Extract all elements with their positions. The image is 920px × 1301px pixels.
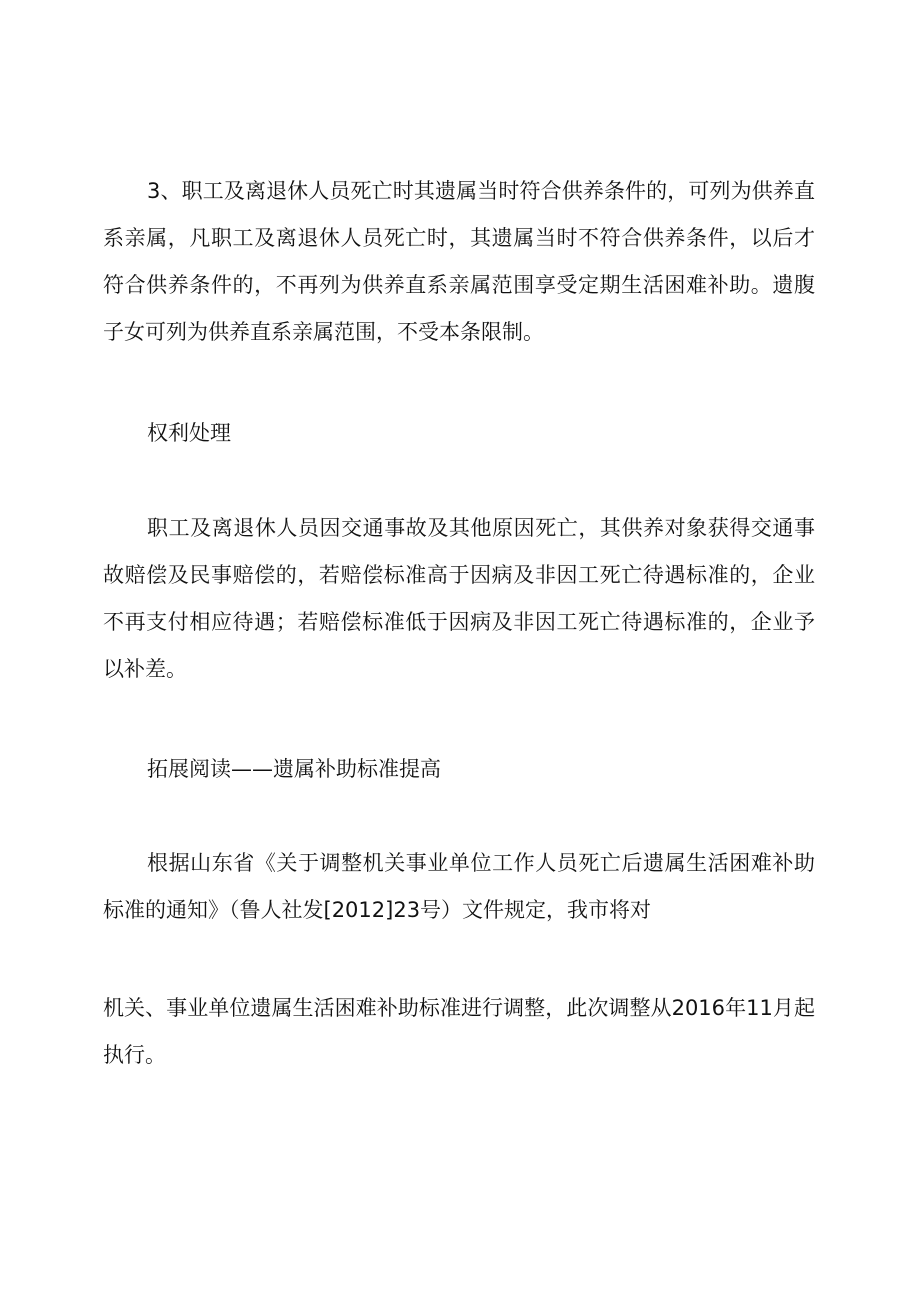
section-heading-rights-handling: 权利处理 [147, 421, 231, 445]
paragraph-dependents-condition: 3、职工及离退休人员死亡时其遗属当时符合供养条件的，可列为供养直系亲属，凡职工及离退休人员死亡时，其遗属当时不符合供养条件，以后才符合供养条件的，不再列为供养直系亲属范围享受定期生活困难补助。遗腹子女可列为供养直系亲属范围，不受本条限制。 [103, 179, 815, 344]
paragraph-rights-handling: 职工及离退休人员因交通事故及其他原因死亡，其供养对象获得交通事故赔偿及民事赔偿的，若赔偿标准高于因病及非因工死亡待遇标准的，企业不再支付相应待遇；若赔偿标准低于因病及非因工死亡待遇标准的，企业予以补差。 [103, 516, 815, 681]
paragraph-standard-adjustment: 机关、事业单位遗属生活困难补助标准进行调整，此次调整从2016年11月起执行。 [103, 996, 815, 1067]
section-heading-extended-reading: 拓展阅读——遗属补助标准提高 [147, 757, 441, 781]
paragraph-notice-reference: 根据山东省《关于调整机关事业单位工作人员死亡后遗属生活困难补助标准的通知》（鲁人社发[2012]23号）文件规定，我市将对 [103, 851, 815, 922]
